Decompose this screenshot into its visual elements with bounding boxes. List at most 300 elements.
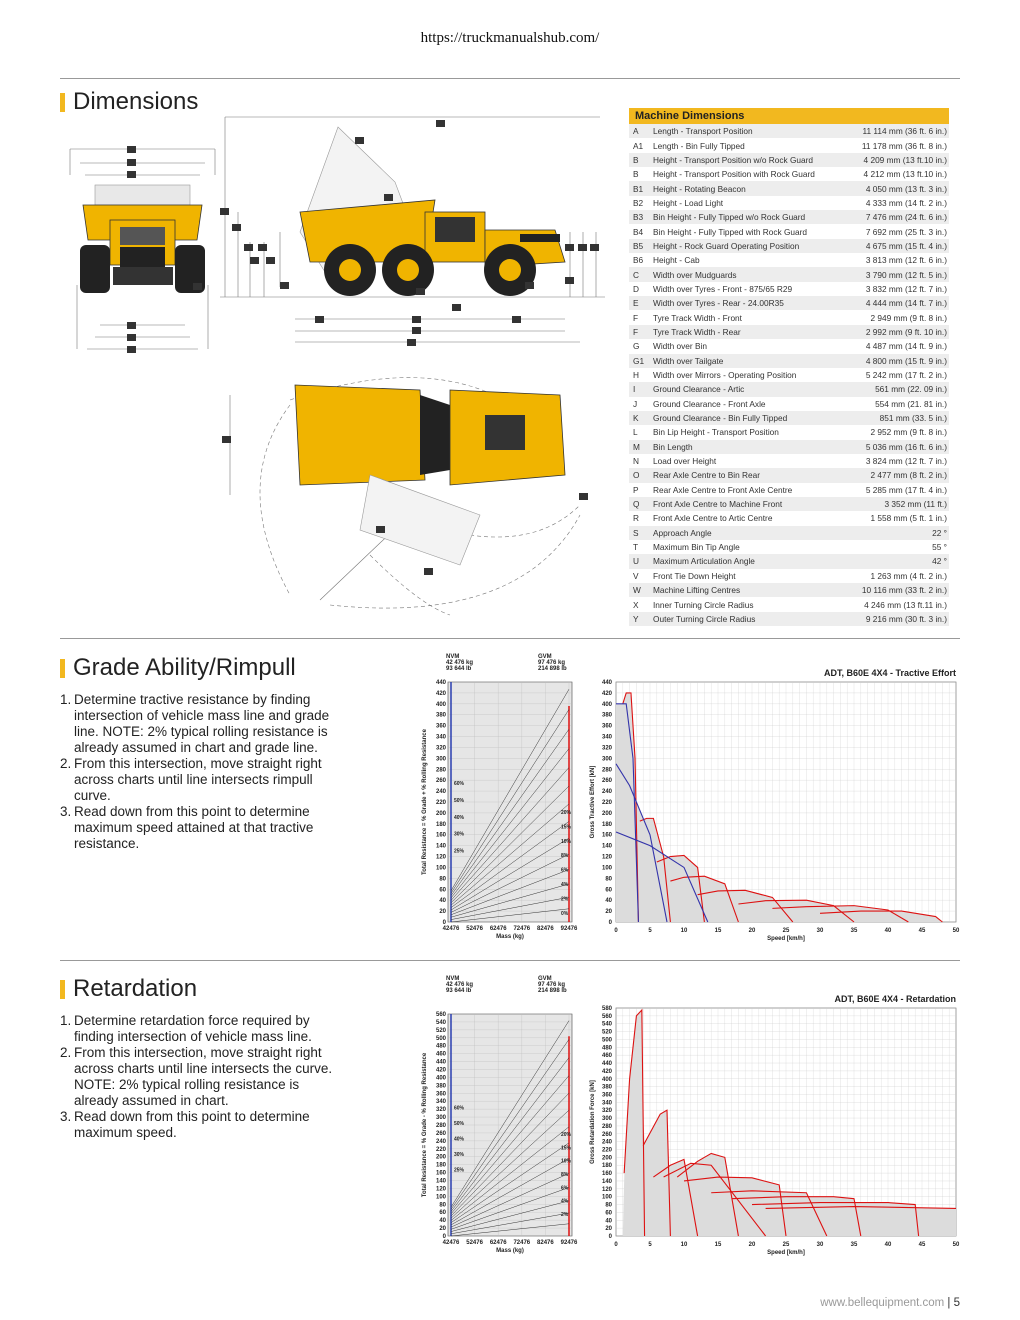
y-tick-label: 580	[601, 1006, 612, 1012]
table-row	[629, 540, 949, 554]
row-label: Length - Bin Fully Tipped	[653, 140, 745, 151]
row-label: Height - Transport Position with Rock Guard	[653, 169, 815, 180]
row-key: G	[633, 341, 640, 352]
table-row	[629, 153, 949, 167]
grade-label: 4%	[561, 882, 569, 888]
row-value: 4 212 mm (13 ft.10 in.)	[863, 169, 947, 180]
grade-label: 10%	[561, 1158, 572, 1165]
grade-label: 30%	[454, 1152, 465, 1159]
table-row	[629, 454, 949, 468]
y-tick-label: 0	[442, 1234, 446, 1240]
row-label: Maximum Bin Tip Angle	[653, 542, 740, 553]
row-value: 3 832 mm (12 ft. 7 in.)	[865, 283, 947, 294]
table-row	[629, 497, 949, 511]
table-row	[629, 554, 949, 568]
y-tick-label: 60	[605, 887, 612, 894]
x-tick-label: 0	[614, 928, 618, 934]
row-label: Width over Tyres - Front - 875/65 R29	[653, 283, 793, 294]
y-tick-label: 60	[605, 1210, 612, 1217]
row-key: J	[633, 398, 638, 409]
table-row	[629, 196, 949, 210]
row-key: B	[633, 169, 639, 180]
grade-label: 40%	[454, 1136, 465, 1143]
y-tick-label: 120	[435, 1186, 446, 1193]
row-label: Tyre Track Width - Front	[653, 312, 742, 323]
row-value: 4 246 mm (13 ft.11 in.)	[864, 599, 947, 610]
y-tick-label: 300	[601, 1116, 612, 1123]
table-row	[629, 339, 949, 353]
grade-label: 20%	[561, 1132, 572, 1139]
row-key: B3	[629, 210, 650, 224]
row-key: B6	[633, 255, 644, 266]
y-tick-label: 280	[601, 1123, 612, 1130]
y-tick-label: 460	[435, 1051, 446, 1058]
row-value: 1 558 mm (5 ft. 1 in.)	[870, 513, 947, 524]
y-tick-label: 320	[435, 1107, 446, 1114]
grade-label: 25%	[454, 1167, 465, 1174]
x-tick-label: 62476	[489, 926, 507, 932]
row-value: 4 487 mm (14 ft. 9 in.)	[865, 341, 947, 352]
table-row	[629, 583, 949, 597]
row-key: B1	[629, 181, 650, 195]
y-tick-label: 320	[601, 745, 612, 752]
row-value: 2 477 mm (8 ft. 2 in.)	[845, 468, 950, 482]
table-row	[629, 124, 949, 138]
y-tick-label: 440	[435, 1059, 446, 1066]
list-item: 2. From this intersection, move straight right across charts until line intersects the curve. NOTE: 2% typical rolling resistance is already assumed in chart.	[60, 1045, 333, 1108]
list-item: 3. Read down from this point to determine maximum speed.	[60, 1109, 310, 1140]
y-tick-label: 220	[435, 800, 446, 806]
nvm-label: 93 644 lb	[446, 988, 472, 994]
row-key: L	[633, 427, 638, 438]
grade-label: 8%	[561, 853, 569, 860]
x-tick-label: 50	[952, 1242, 960, 1248]
row-key: B2	[633, 197, 644, 208]
tractive-effort-chart	[586, 650, 960, 945]
row-value: 2 952 mm (9 ft. 8 in.)	[870, 427, 947, 438]
y-tick-label: 320	[601, 1108, 612, 1115]
section-divider	[60, 960, 960, 961]
y-tick-label: 140	[435, 843, 446, 850]
y-tick-label: 280	[435, 1123, 446, 1129]
y-tick-label: 20	[605, 909, 612, 916]
row-key: A1	[633, 140, 644, 151]
x-tick-label: 42476	[442, 926, 460, 932]
table-row	[629, 267, 949, 281]
x-axis-label: Mass (kg)	[496, 934, 524, 940]
x-axis-label: Mass (kg)	[496, 1248, 524, 1254]
y-tick-label: 560	[435, 1012, 446, 1018]
row-label: Outer Turning Circle Radius	[650, 612, 845, 626]
y-axis-label: Total Resistance = % Grade + % Rolling Resistance	[422, 729, 428, 875]
x-tick-label: 52476	[466, 926, 483, 932]
row-label: Width over Tailgate	[650, 354, 845, 368]
y-tick-label: 180	[435, 821, 446, 828]
row-key: S	[629, 526, 650, 540]
row-key: B4	[633, 226, 644, 237]
list-item: 3. Read down from this point to determine maximum speed attained at that tractive resistance.	[60, 804, 314, 851]
y-tick-label: 380	[435, 1083, 446, 1090]
footer: www.bellequipment.com | 5	[820, 1297, 960, 1309]
row-key: Q	[629, 497, 650, 511]
nvm-label: NVM	[446, 654, 460, 660]
row-label: Tyre Track Width - Rear	[650, 325, 845, 339]
y-tick-label: 60	[439, 1210, 446, 1217]
x-tick-label: 30	[816, 1242, 824, 1248]
y-tick-label: 100	[435, 865, 446, 872]
x-tick-label: 50	[952, 928, 960, 934]
row-label: Rear Axle Centre to Bin Rear	[650, 468, 845, 482]
y-tick-label: 380	[435, 712, 446, 719]
row-key: N	[633, 456, 639, 467]
row-label: Length - Transport Position	[650, 124, 845, 138]
row-key: B5	[629, 239, 650, 253]
row-value: 3 813 mm (12 ft. 6 in.)	[865, 255, 947, 266]
y-tick-label: 100	[435, 1194, 446, 1201]
row-label: Height - Rotating Beacon	[650, 181, 845, 195]
grade-label: 40%	[454, 814, 465, 821]
row-label: Width over Mirrors - Operating Position	[653, 370, 797, 381]
row-key: R	[633, 513, 639, 524]
accent-bar	[60, 659, 65, 678]
row-label: Width over Bin	[653, 341, 707, 352]
y-tick-label: 500	[435, 1035, 446, 1042]
y-tick-label: 240	[435, 789, 446, 796]
table-row	[629, 483, 949, 497]
table-row	[629, 210, 949, 224]
y-tick-label: 160	[601, 832, 612, 839]
y-tick-label: 520	[601, 1029, 612, 1036]
table-row	[629, 167, 949, 181]
row-key: B	[629, 153, 650, 167]
row-label: Height - Rock Guard Operating Position	[650, 239, 845, 253]
row-label: Height - Transport Position w/o Rock Guard	[650, 153, 845, 167]
nvm-label: NVM	[446, 976, 460, 982]
grade-label: 60%	[454, 781, 465, 788]
grade-label: 50%	[454, 798, 465, 804]
y-tick-label: 300	[601, 756, 612, 763]
grade-label: 15%	[561, 1145, 572, 1152]
row-label: Front Axle Centre to Machine Front	[650, 497, 845, 511]
y-tick-label: 80	[605, 1202, 612, 1209]
grade-label: 15%	[561, 824, 572, 831]
row-value: 4 333 mm (14 ft. 2 in.)	[865, 197, 947, 208]
table-row	[629, 397, 949, 411]
list-item: 2. From this intersection, move straight right across charts until line intersects rimpull curve.	[60, 756, 322, 803]
x-tick-label: 62476	[489, 1240, 507, 1246]
row-key: I	[629, 382, 650, 396]
y-tick-label: 240	[435, 1138, 446, 1145]
y-tick-label: 100	[601, 865, 612, 872]
table-row	[629, 440, 949, 454]
row-label: Width over Mudguards	[650, 267, 845, 281]
row-label: Bin Height - Fully Tipped w/o Rock Guard	[650, 210, 845, 224]
y-tick-label: 400	[435, 701, 446, 708]
row-value: 4 050 mm (13 ft. 3 in.)	[845, 181, 950, 195]
grade-resistance-chart	[418, 650, 586, 945]
y-tick-label: 400	[435, 1075, 446, 1082]
y-tick-label: 340	[601, 734, 612, 741]
accent-bar	[60, 980, 65, 999]
row-key: Y	[629, 612, 650, 626]
grade-label: 50%	[454, 1121, 465, 1127]
y-tick-label: 160	[435, 832, 446, 839]
y-tick-label: 560	[601, 1013, 612, 1020]
y-axis-label: Gross Tractive Effort [kN]	[590, 765, 596, 839]
truck-side-view	[220, 112, 605, 352]
row-label: Bin Length	[650, 440, 845, 454]
x-tick-label: 25	[782, 928, 790, 934]
row-key: X	[633, 599, 639, 610]
table-row	[629, 425, 949, 439]
grade-label: 25%	[454, 848, 465, 855]
y-tick-label: 380	[601, 1084, 612, 1091]
y-tick-label: 20	[439, 909, 446, 916]
row-key: W	[629, 583, 650, 597]
y-tick-label: 500	[601, 1037, 612, 1044]
row-value: 55 °	[932, 542, 947, 553]
y-tick-label: 0	[608, 1234, 612, 1240]
y-tick-label: 260	[435, 778, 446, 785]
row-key: F	[629, 325, 650, 339]
y-tick-label: 320	[435, 745, 446, 752]
machine-dimensions-table	[629, 108, 949, 626]
nvm-label: 93 644 lb	[446, 666, 472, 672]
row-value: 10 116 mm (33 ft. 2 in.)	[845, 583, 950, 597]
row-value: 3 824 mm (12 ft. 7 in.)	[865, 456, 947, 467]
row-value: 7 692 mm (25 ft. 3 in.)	[865, 226, 947, 237]
truck-front-view	[65, 115, 220, 365]
y-tick-label: 420	[435, 1067, 446, 1074]
y-tick-label: 200	[435, 810, 446, 817]
grade-label: 2%	[561, 1212, 569, 1219]
row-value: 11 114 mm (36 ft. 6 in.)	[845, 124, 950, 138]
chart-title: ADT, B60E 4X4 - Retardation	[834, 994, 956, 1004]
y-tick-label: 440	[601, 680, 612, 686]
section-divider	[60, 78, 960, 79]
x-tick-label: 35	[850, 928, 858, 934]
row-key: K	[629, 411, 650, 425]
y-tick-label: 200	[601, 1155, 612, 1162]
grade-label: 60%	[454, 1105, 465, 1112]
grade-label: 6%	[561, 1185, 569, 1192]
row-key: G1	[629, 354, 650, 368]
x-tick-label: 92476	[560, 926, 578, 932]
y-tick-label: 20	[605, 1226, 612, 1233]
accent-bar	[60, 93, 65, 112]
row-value: 11 178 mm (36 ft. 8 in.)	[861, 140, 947, 151]
y-tick-label: 280	[435, 767, 446, 774]
step-number: 1.	[60, 1013, 72, 1028]
y-tick-label: 420	[601, 1068, 612, 1075]
y-tick-label: 40	[439, 1218, 446, 1225]
y-tick-label: 540	[601, 1021, 612, 1028]
y-tick-label: 0	[608, 920, 612, 926]
row-value: 5 242 mm (17 ft. 2 in.)	[865, 370, 947, 381]
y-tick-label: 360	[601, 1092, 612, 1099]
row-value: 7 476 mm (24 ft. 6 in.)	[845, 210, 950, 224]
x-tick-label: 40	[884, 928, 892, 934]
x-tick-label: 5	[648, 928, 652, 934]
x-tick-label: 5	[648, 1242, 652, 1248]
x-tick-label: 92476	[560, 1240, 578, 1246]
section-title-retardation	[60, 975, 197, 1003]
grade-label: 0%	[561, 910, 569, 917]
table-row	[629, 597, 949, 611]
y-tick-label: 200	[435, 1154, 446, 1161]
y-tick-label: 40	[605, 1218, 612, 1225]
y-tick-label: 40	[439, 898, 446, 905]
x-tick-label: 72476	[513, 1240, 531, 1246]
row-value: 42 °	[845, 554, 950, 568]
gvm-label: 97 476 kg	[538, 982, 566, 988]
x-tick-label: 0	[614, 1242, 618, 1248]
y-tick-label: 220	[435, 1146, 446, 1153]
row-value: 22 °	[845, 526, 950, 540]
y-tick-label: 0	[442, 920, 446, 926]
y-tick-label: 400	[601, 701, 612, 708]
row-key: D	[633, 283, 639, 294]
x-tick-label: 72476	[513, 926, 531, 932]
y-tick-label: 20	[439, 1226, 446, 1233]
row-key: H	[633, 370, 639, 381]
table-row	[629, 239, 949, 253]
y-tick-label: 140	[601, 1178, 612, 1185]
table-row	[629, 368, 949, 382]
row-value: 9 216 mm (30 ft. 3 in.)	[845, 612, 950, 626]
y-tick-label: 300	[435, 756, 446, 763]
table-row	[629, 282, 949, 296]
y-tick-label: 540	[435, 1019, 446, 1026]
row-label: Rear Axle Centre to Front Axle Centre	[653, 484, 793, 495]
y-tick-label: 120	[601, 854, 612, 861]
grade-label: 6%	[561, 867, 569, 874]
y-tick-label: 520	[435, 1027, 446, 1034]
y-tick-label: 360	[435, 723, 446, 730]
table-row	[629, 310, 949, 324]
gvm-label: 214 898 lb	[538, 988, 567, 994]
row-label: Front Tie Down Height	[653, 570, 736, 581]
x-tick-label: 25	[782, 1242, 790, 1248]
row-label: Ground Clearance - Front Axle	[653, 398, 766, 409]
y-tick-label: 460	[601, 1053, 612, 1060]
row-label: Ground Clearance - Bin Fully Tipped	[650, 411, 845, 425]
gvm-label: GVM	[538, 976, 552, 982]
row-value: 2 949 mm (9 ft. 8 in.)	[870, 312, 947, 323]
y-tick-label: 300	[435, 1115, 446, 1122]
row-value: 2 992 mm (9 ft. 10 in.)	[845, 325, 950, 339]
table-row	[629, 612, 949, 626]
y-tick-label: 420	[435, 690, 446, 697]
y-tick-label: 340	[435, 734, 446, 741]
row-label: Maximum Articulation Angle	[650, 554, 845, 568]
y-tick-label: 260	[601, 778, 612, 785]
y-tick-label: 160	[435, 1170, 446, 1177]
row-value: 561 mm (22. 09 in.)	[845, 382, 950, 396]
x-tick-label: 10	[680, 1242, 688, 1248]
row-label: Bin Lip Height - Transport Position	[653, 427, 779, 438]
y-tick-label: 140	[601, 843, 612, 850]
y-tick-label: 440	[435, 680, 446, 686]
step-number: 1.	[60, 692, 72, 707]
table-row	[629, 511, 949, 525]
row-key: T	[633, 542, 639, 553]
table-row	[629, 138, 949, 152]
y-tick-label: 140	[435, 1178, 446, 1185]
grade-label: 8%	[561, 1172, 569, 1179]
retardation-title-text: Retardation	[73, 975, 198, 1002]
row-key: V	[633, 570, 639, 581]
step-number: 3.	[60, 1109, 72, 1124]
x-tick-label: 10	[680, 928, 688, 934]
y-tick-label: 180	[601, 821, 612, 828]
y-tick-label: 180	[601, 1163, 612, 1170]
y-tick-label: 400	[601, 1076, 612, 1083]
table-row	[629, 253, 949, 267]
row-value: 3 790 mm (12 ft. 5 in.)	[845, 267, 950, 281]
row-key: E	[629, 296, 650, 310]
y-tick-label: 440	[601, 1061, 612, 1068]
row-key: U	[629, 554, 650, 568]
x-tick-label: 82476	[537, 926, 554, 932]
row-value: 4 444 mm (14 ft. 7 in.)	[845, 296, 950, 310]
y-tick-label: 480	[435, 1043, 446, 1050]
y-tick-label: 220	[601, 800, 612, 806]
grade-label: 30%	[454, 831, 465, 838]
y-tick-label: 120	[435, 854, 446, 861]
row-label: Ground Clearance - Artic	[650, 382, 845, 396]
gvm-label: GVM	[538, 654, 552, 660]
y-tick-label: 220	[601, 1147, 612, 1154]
table-row	[629, 296, 949, 310]
y-tick-label: 80	[439, 1202, 446, 1209]
y-tick-label: 260	[601, 1131, 612, 1138]
x-tick-label: 45	[918, 1242, 926, 1248]
grade-label: 2%	[561, 896, 569, 903]
y-tick-label: 420	[601, 690, 612, 697]
grade-steps	[60, 692, 345, 852]
gvm-label: 214 898 lb	[538, 666, 567, 672]
row-key: F	[633, 312, 639, 323]
y-tick-label: 240	[601, 789, 612, 796]
source-url[interactable]: https://truckmanualshub.com/	[420, 30, 600, 46]
row-value: 3 352 mm (11 ft.)	[845, 497, 950, 511]
grade-label: 4%	[561, 1198, 569, 1205]
retardation-resistance-chart	[418, 972, 586, 1270]
y-tick-label: 380	[601, 712, 612, 719]
table-row	[629, 354, 949, 368]
x-tick-label: 15	[714, 928, 722, 934]
table-row	[629, 569, 949, 583]
row-key: C	[629, 267, 650, 281]
table-row	[629, 468, 949, 482]
x-tick-label: 82476	[537, 1240, 554, 1246]
table-row	[629, 382, 949, 396]
table-row	[629, 224, 949, 238]
x-tick-label: 40	[884, 1242, 892, 1248]
truck-top-view	[220, 365, 605, 635]
gvm-label: 97 476 kg	[538, 660, 566, 666]
y-tick-label: 480	[601, 1045, 612, 1052]
row-value: 5 036 mm (16 ft. 6 in.)	[845, 440, 950, 454]
y-tick-label: 340	[435, 1099, 446, 1106]
y-axis-label: Gross Retardation Force [kN]	[590, 1080, 596, 1164]
table-row	[629, 181, 949, 195]
step-number: 2.	[60, 1045, 72, 1060]
retardation-force-chart	[586, 972, 960, 1270]
row-key: P	[633, 484, 639, 495]
x-tick-label: 20	[748, 1242, 756, 1248]
